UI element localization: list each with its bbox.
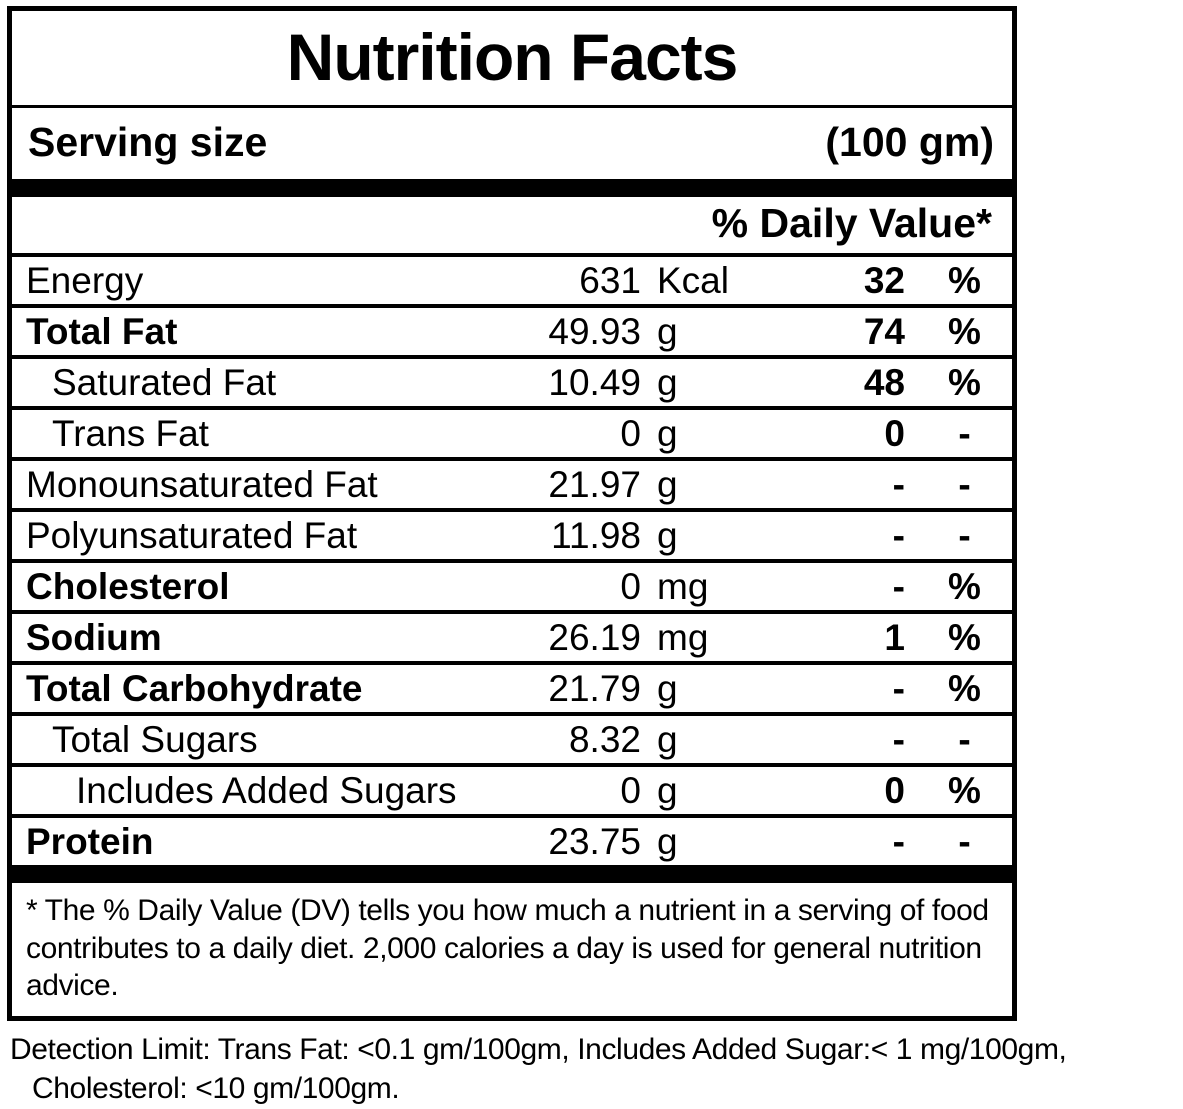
- nutrient-amount: 23.75: [548, 820, 641, 862]
- nutrient-name: Polyunsaturated Fat: [26, 514, 358, 556]
- nutrient-row: [12, 661, 1012, 712]
- nutrient-unit: g: [657, 310, 678, 352]
- nutrient-unit: g: [657, 667, 678, 709]
- nutrient-name: Total Fat: [26, 310, 178, 352]
- nutrient-daily-value: -: [892, 565, 905, 607]
- nutrient-percent-sign: %: [948, 769, 981, 811]
- nutrition-label-page: [0, 6, 1183, 1109]
- serving-size-row: [12, 108, 1012, 179]
- nutrient-amount: 10.49: [548, 361, 641, 403]
- nutrient-row: [12, 610, 1012, 661]
- nutrient-rows: [12, 257, 1012, 865]
- nutrient-daily-value: 1: [884, 616, 905, 658]
- separator-bar-bottom: [12, 865, 1012, 883]
- nutrient-row: [12, 508, 1012, 559]
- nutrient-row: [12, 355, 1012, 406]
- separator-bar-top: [12, 179, 1012, 197]
- nutrient-amount: 26.19: [548, 616, 641, 658]
- detection-limit-line1: Detection Limit: Trans Fat: <0.1 gm/100gm, Includes Added Sugar:< 1 mg/100gm,: [10, 1032, 1067, 1066]
- detection-limit-note: [10, 1030, 1183, 1109]
- nutrient-name: Protein: [26, 820, 154, 862]
- nutrient-row: [12, 304, 1012, 355]
- nutrient-daily-value: 0: [884, 412, 905, 454]
- nutrient-amount: 0: [620, 769, 641, 811]
- serving-size-label: Serving size: [28, 119, 268, 165]
- nutrient-name: Cholesterol: [26, 565, 230, 607]
- nutrient-name: Total Carbohydrate: [26, 667, 363, 709]
- nutrient-amount: 21.97: [548, 463, 641, 505]
- nutrient-percent-sign: %: [948, 310, 981, 352]
- nutrient-amount: 8.32: [568, 718, 641, 760]
- nutrient-percent-sign: %: [948, 361, 981, 403]
- nutrient-daily-value: -: [892, 820, 905, 862]
- detection-limit-line2: Cholesterol: <10 gm/100gm.: [32, 1072, 400, 1106]
- nutrient-amount: 0: [620, 565, 641, 607]
- serving-size-value: (100 gm): [825, 119, 994, 165]
- nutrient-daily-value: 32: [863, 259, 905, 301]
- nutrition-facts-label: [7, 6, 1017, 1021]
- nutrient-row: [12, 406, 1012, 457]
- nutrient-daily-value: -: [892, 718, 905, 760]
- nutrient-percent-sign: -: [958, 412, 971, 454]
- nutrient-amount: 21.79: [548, 667, 641, 709]
- nutrient-name: Total Sugars: [52, 718, 258, 760]
- nutrient-daily-value: 48: [863, 361, 905, 403]
- nutrient-daily-value: 0: [884, 769, 905, 811]
- nutrient-daily-value: -: [892, 514, 905, 556]
- daily-value-footnote: * The % Daily Value (DV) tells you how much a nutrient in a serving of food contributes to a daily diet. 2,000 calories a day is used for general nutrition advice.: [26, 894, 989, 1002]
- nutrient-unit: g: [657, 361, 678, 403]
- daily-value-header: % Daily Value*: [12, 197, 1012, 257]
- nutrient-name: Includes Added Sugars: [76, 769, 457, 811]
- nutrient-row: [12, 763, 1012, 814]
- nutrient-percent-sign: -: [958, 718, 971, 760]
- nutrient-amount: 631: [579, 259, 641, 301]
- nutrient-row: [12, 457, 1012, 508]
- nutrient-row: [12, 559, 1012, 610]
- nutrient-percent-sign: %: [948, 259, 981, 301]
- nutrient-percent-sign: %: [948, 616, 981, 658]
- nutrient-unit: Kcal: [657, 259, 729, 301]
- nutrient-row: [12, 257, 1012, 304]
- nutrient-percent-sign: -: [958, 514, 971, 556]
- nutrient-name: Trans Fat: [52, 412, 209, 454]
- nutrient-percent-sign: %: [948, 667, 981, 709]
- nutrient-unit: mg: [657, 565, 709, 607]
- nutrient-row: [12, 814, 1012, 865]
- nutrient-daily-value: -: [892, 463, 905, 505]
- nutrient-unit: g: [657, 769, 678, 811]
- nutrient-name: Sodium: [26, 616, 162, 658]
- nutrient-percent-sign: -: [958, 463, 971, 505]
- nutrient-percent-sign: -: [958, 820, 971, 862]
- nutrient-amount: 49.93: [548, 310, 641, 352]
- nutrient-name: Saturated Fat: [52, 361, 277, 403]
- nutrient-amount: 11.98: [551, 514, 641, 556]
- nutrient-unit: g: [657, 820, 678, 862]
- nutrient-unit: g: [657, 514, 678, 556]
- nutrient-amount: 0: [620, 412, 641, 454]
- nutrient-unit: mg: [657, 616, 709, 658]
- nutrient-row: [12, 712, 1012, 763]
- nutrient-daily-value: -: [892, 667, 905, 709]
- nutrient-unit: g: [657, 412, 678, 454]
- nutrient-daily-value: 74: [863, 310, 905, 352]
- nutrient-name: Energy: [26, 259, 144, 301]
- label-title: Nutrition Facts: [12, 11, 1012, 108]
- nutrient-name: Monounsaturated Fat: [26, 463, 378, 505]
- nutrient-unit: g: [657, 718, 678, 760]
- nutrient-percent-sign: %: [948, 565, 981, 607]
- nutrient-unit: g: [657, 463, 678, 505]
